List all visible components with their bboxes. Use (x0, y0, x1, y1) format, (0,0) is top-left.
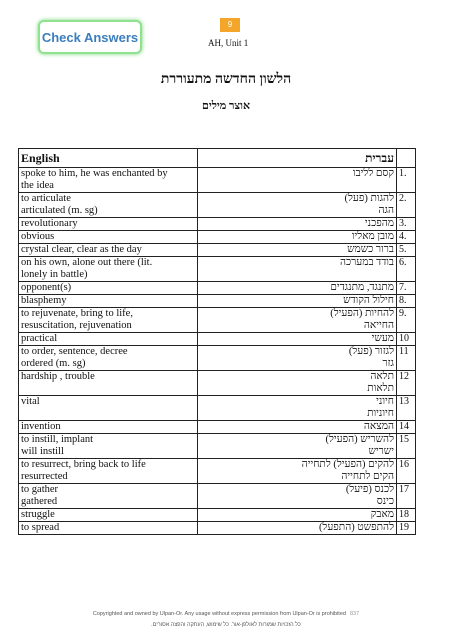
row-number: 3. (397, 218, 416, 231)
hebrew-cell (198, 484, 397, 509)
english-term: obvious (21, 231, 55, 242)
table-row (19, 282, 416, 295)
table-row (19, 484, 416, 509)
hebrew-cell (198, 509, 397, 522)
row-number: 1. (397, 168, 416, 193)
page-badge: 9 (220, 18, 240, 32)
hebrew-term: לגזור (פעל) (348, 346, 394, 357)
hebrew-term: ברור כשמש (347, 244, 394, 255)
hebrew-cell (198, 244, 397, 257)
english-term: gathered (21, 496, 58, 507)
hebrew-term: הגה (378, 205, 394, 216)
hebrew-cell (198, 168, 397, 193)
english-cell (19, 509, 198, 522)
row-number: 2. (397, 193, 416, 218)
hebrew-cell (198, 459, 397, 484)
table-row (19, 257, 416, 282)
hebrew-term: תלאות (367, 383, 394, 394)
hebrew-term: להקים (הפעיל) לתחייה (301, 459, 394, 470)
english-cell (19, 371, 198, 396)
hebrew-term: להשריש (הפעיל) (325, 434, 394, 445)
copyright-footer-hebrew: כל הזכויות שמורות לאולפן-אור. כל שימוש, העתקה והפצה אסורים. (151, 622, 301, 628)
hebrew-cell (198, 193, 397, 218)
table-row (19, 434, 416, 459)
table-row (19, 421, 416, 434)
table-row (19, 244, 416, 257)
hebrew-cell (198, 333, 397, 346)
hebrew-cell (198, 295, 397, 308)
check-answers-label: Check Answers (41, 29, 139, 45)
english-cell (19, 346, 198, 371)
table-row (19, 218, 416, 231)
hebrew-term: המצאה (363, 421, 394, 432)
page-title: הלשון החדשה מתעוררת (160, 72, 292, 87)
english-cell (19, 421, 198, 434)
row-number: 8. (397, 295, 416, 308)
english-term: revolutionary (21, 218, 78, 229)
header-hebrew: עברית (198, 149, 397, 168)
copyright-text: Copyrighted and owned by Ulpan-Or. Any usage without express permission from Ulpan-Or is prohibited (92, 611, 346, 617)
header-english: English (19, 149, 198, 168)
row-number: 11 (397, 346, 416, 371)
hebrew-term: מובן מאליו (351, 231, 394, 242)
english-term: resuscitation, rejuvenation (21, 320, 132, 331)
english-term: hardship , trouble (21, 371, 95, 382)
english-term: to order, sentence, decree (21, 346, 128, 357)
hebrew-term: הקים לתחייה (341, 471, 394, 482)
english-term: crystal clear, clear as the day (21, 244, 142, 255)
table-row (19, 396, 416, 421)
english-cell (19, 396, 198, 421)
row-number: 12 (397, 371, 416, 396)
hebrew-cell (198, 257, 397, 282)
hebrew-term: לכנס (פיעל) (345, 484, 394, 495)
english-term: lonely in battle) (21, 269, 88, 280)
hebrew-term: להחיות (הפעיל) (330, 308, 394, 319)
english-term: resurrected (21, 471, 68, 482)
hebrew-term: חיוניות (367, 408, 394, 419)
hebrew-term: מאבק (370, 509, 394, 520)
english-term: to resurrect, bring back to life (21, 459, 146, 470)
page-subtitle: אוצר מילים (201, 100, 251, 112)
table-row (19, 295, 416, 308)
copyright-footer (0, 611, 452, 617)
english-cell (19, 459, 198, 484)
hebrew-cell (198, 434, 397, 459)
hebrew-term: מתנגד, מתנגדים (330, 282, 394, 293)
row-number: 4. (397, 231, 416, 244)
page-reference: 837 (349, 611, 360, 617)
english-term: on his own, alone out there (lit. (21, 257, 153, 268)
hebrew-term: חילול הקודש (343, 295, 394, 306)
hebrew-cell (198, 421, 397, 434)
row-number: 16 (397, 459, 416, 484)
row-number: 13 (397, 396, 416, 421)
hebrew-term: בודד במערכה (339, 257, 394, 268)
row-number: 6. (397, 257, 416, 282)
table-row (19, 346, 416, 371)
table-row (19, 509, 416, 522)
table-row (19, 371, 416, 396)
hebrew-cell (198, 231, 397, 244)
table-row (19, 333, 416, 346)
english-cell (19, 484, 198, 509)
row-number: 5. (397, 244, 416, 257)
english-cell (19, 218, 198, 231)
english-term: blasphemy (21, 295, 67, 306)
english-cell (19, 308, 198, 333)
row-number: 7. (397, 282, 416, 295)
table-row (19, 308, 416, 333)
english-term: the idea (21, 180, 54, 191)
hebrew-cell (198, 522, 397, 535)
row-number: 14 (397, 421, 416, 434)
header-number (397, 149, 416, 168)
hebrew-term: להתפשט (התפעל) (318, 522, 394, 533)
row-number: 10 (397, 333, 416, 346)
english-term: to spread (21, 522, 60, 533)
english-term: vital (21, 396, 40, 407)
row-number: 17 (397, 484, 416, 509)
english-term: opponent(s) (21, 282, 72, 293)
english-term: to articulate (21, 193, 71, 204)
hebrew-term: מהפכני (364, 218, 394, 229)
english-term: will instill (21, 446, 64, 457)
hebrew-term: להגות (פעל) (344, 193, 394, 204)
english-term: spoke to him, he was enchanted by (21, 168, 168, 179)
english-term: ordered (m. sg) (21, 358, 86, 369)
english-cell (19, 257, 198, 282)
hebrew-term: תלאה (370, 371, 394, 382)
hebrew-term: גזר (382, 358, 394, 369)
english-cell (19, 244, 198, 257)
english-term: practical (21, 333, 58, 344)
hebrew-term: חיוני (376, 396, 394, 407)
english-cell (19, 434, 198, 459)
unit-label: AH, Unit 1 (208, 38, 249, 48)
check-answers-button[interactable] (38, 20, 142, 54)
english-cell (19, 193, 198, 218)
hebrew-term: ישריש (368, 446, 394, 457)
hebrew-term: כינס (376, 496, 394, 507)
table-row (19, 459, 416, 484)
english-term: to gather (21, 484, 59, 495)
english-cell (19, 168, 198, 193)
table-row (19, 231, 416, 244)
hebrew-cell (198, 396, 397, 421)
english-cell (19, 522, 198, 535)
hebrew-term: החייאה (363, 320, 394, 331)
hebrew-cell (198, 218, 397, 231)
row-number: 15 (397, 434, 416, 459)
row-number: 19 (397, 522, 416, 535)
row-number: 9. (397, 308, 416, 333)
english-term: to instill, implant (21, 434, 94, 445)
table-header-row (19, 149, 416, 168)
hebrew-term: מעשי (371, 333, 394, 344)
hebrew-cell (198, 346, 397, 371)
english-term: struggle (21, 509, 55, 520)
table-row (19, 168, 416, 193)
english-cell (19, 282, 198, 295)
english-term: articulated (m. sg) (21, 205, 98, 216)
english-cell (19, 231, 198, 244)
row-number: 18 (397, 509, 416, 522)
hebrew-cell (198, 308, 397, 333)
english-cell (19, 333, 198, 346)
english-term: to rejuvenate, bring to life, (21, 308, 133, 319)
hebrew-cell (198, 371, 397, 396)
hebrew-cell (198, 282, 397, 295)
vocabulary-table (18, 148, 416, 535)
english-cell (19, 295, 198, 308)
english-term: invention (21, 421, 61, 432)
table-row (19, 522, 416, 535)
hebrew-term: קסם לליבו (352, 168, 394, 179)
table-row (19, 193, 416, 218)
